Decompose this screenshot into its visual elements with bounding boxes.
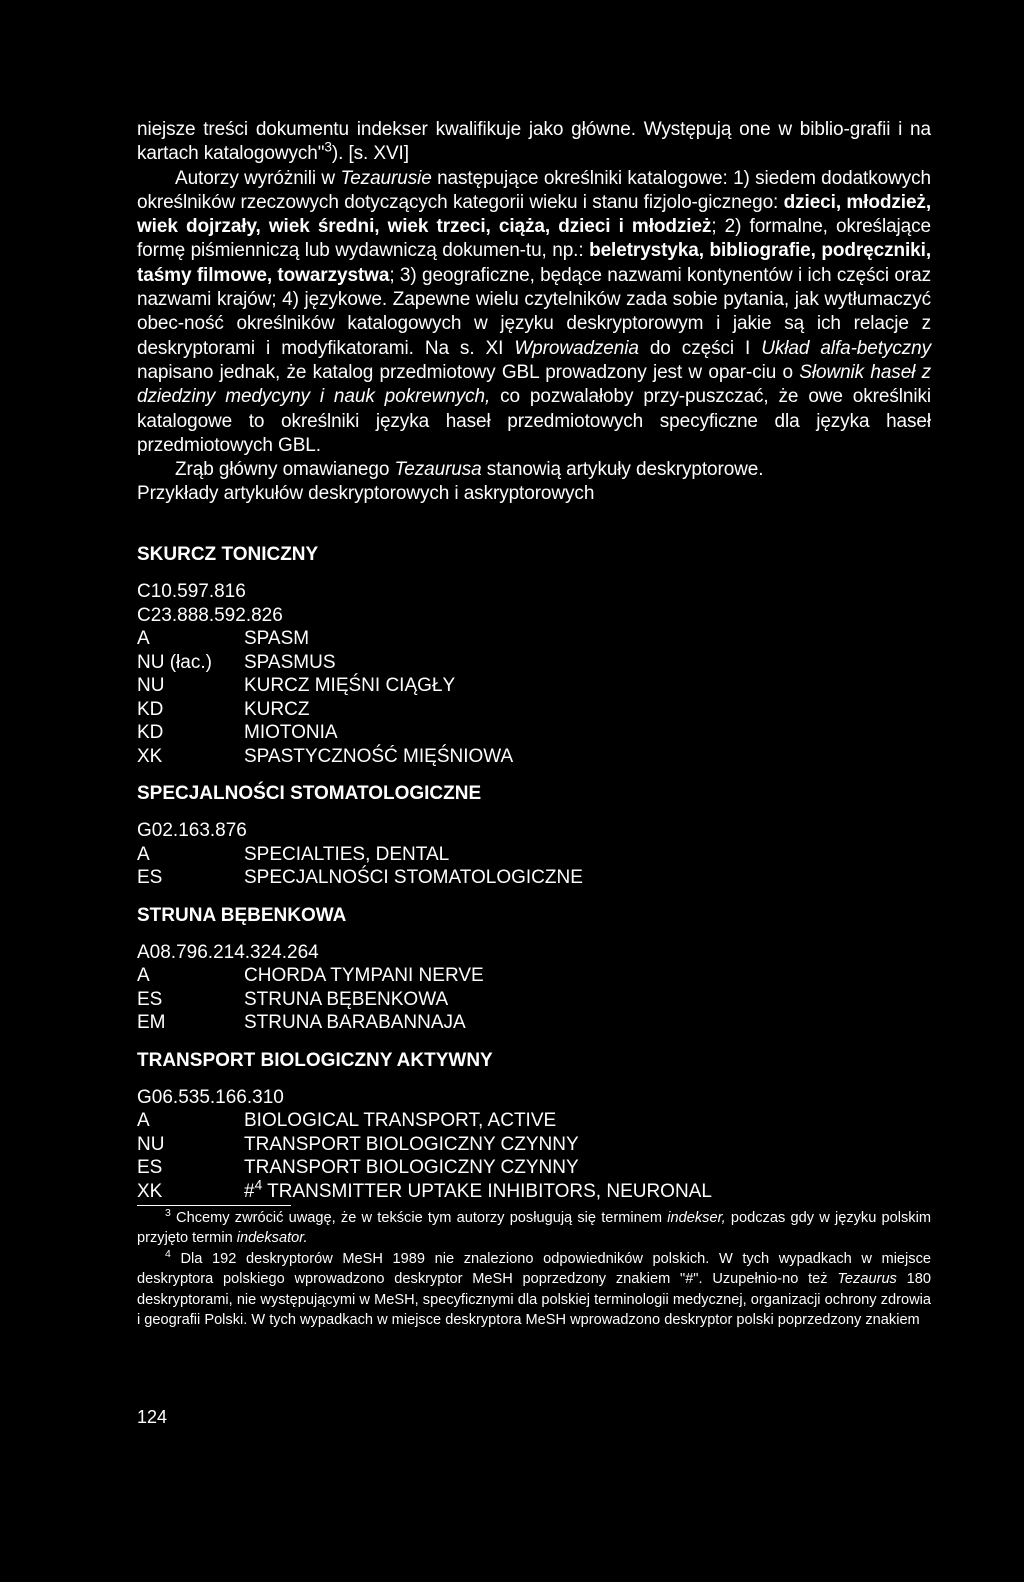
relation-code: NU	[137, 675, 165, 696]
text-run: dzieci, młodzież, wiek dojrzały, wiek średni, wiek trzeci, ciąża, dzieci i młodzież	[137, 191, 932, 238]
text-run: 3	[324, 139, 332, 155]
descriptor-entries	[137, 542, 937, 1203]
text-run: stanowią artykuły deskryptorowe.	[481, 459, 764, 481]
tree-code: C23.888.592.826	[137, 604, 283, 626]
text-run: Autorzy wyróżnili w	[175, 167, 341, 189]
text-run: ; 3) geograficzne, będące nazwami kontynentów i ich części oraz nazwami krajów; 4) językowe. Zapewne wielu czytelników zada sobie pytania, jak wytłumaczyć obec-ność określników katalogowych w języku deskryptorowym i jakie są ich relacje z deskryptorami i modyfikatorami. Na s. XI	[137, 264, 931, 359]
text-run: ; 2) formalne, określające formę piśmienniczą lub wydawniczą dokumen-tu, np.:	[137, 216, 931, 262]
text-run: Słownik haseł z dziedziny medycyny i nauk pokrewnych,	[137, 361, 931, 408]
relation-term: TRANSPORT BIOLOGICZNY CZYNNY	[244, 1157, 579, 1178]
descriptor-relation	[137, 843, 937, 867]
relation-term: SPASM	[244, 628, 310, 649]
relation-term: SPASTYCZNOŚĆ MIĘŚNIOWA	[244, 745, 514, 767]
relation-code: XK	[137, 1180, 163, 1202]
text-run: 3	[165, 1207, 171, 1220]
relation-term: KURCZ MIĘŚNI CIĄGŁY	[244, 675, 456, 696]
text-run: 4	[165, 1247, 171, 1260]
text-run: niejsze treści dokumentu indekser kwalifikuje jako główne. Występują one w biblio-grafii i na kartach katalogowych"	[137, 119, 931, 165]
relation-code: A	[137, 965, 150, 986]
text-run: 180 deskryptorami, nie występującymi w MeSH, specyficznymi dla polskiej terminologii medycznej, organizacji ochrony zdrowia i geografii Polski. W tych wypadkach w miejsce deskryptora MeSH wprowadzono deskryptor polski poprzedzony znakiem	[137, 1271, 931, 1329]
hash-prefix: #	[244, 1180, 255, 1202]
descriptor-relation	[137, 964, 937, 988]
footnote-3	[137, 1208, 931, 1249]
text-run: Zrąb główny omawianego	[175, 459, 395, 481]
tree-code: G06.535.166.310	[137, 1086, 284, 1108]
descriptor-relation	[137, 1011, 937, 1035]
descriptor-relation	[137, 1156, 937, 1180]
relation-term: BIOLOGICAL TRANSPORT, ACTIVE	[244, 1110, 557, 1131]
text-run: podczas gdy w języku polskim przyjęto termin	[137, 1210, 932, 1247]
descriptor-entry	[137, 903, 937, 1035]
descriptor-heading: TRANSPORT BIOLOGICZNY AKTYWNY	[137, 1049, 493, 1071]
relation-term: STRUNA BARABANNAJA	[244, 1012, 466, 1033]
text-run: Dla 192 deskryptorów MeSH 1989 nie znaleziono odpowiedników polskich. W tych wypadkach w miejsce deskryptora polskiego wprowadzono deskryptor MeSH poprzedzony znakiem "#". Uzupełnio-no też	[137, 1250, 931, 1288]
descriptor-relation	[137, 627, 937, 651]
descriptor-relation	[137, 866, 937, 890]
footnotes	[137, 1208, 931, 1330]
relation-code: KD	[137, 722, 164, 743]
text-run: Przykłady artykułów deskryptorowych i askryptorowych	[137, 483, 595, 505]
descriptor-heading: SKURCZ TONICZNY	[137, 544, 319, 565]
descriptor-relation	[137, 1177, 937, 1204]
footnote-ref: 4	[254, 1177, 263, 1193]
descriptor-relation	[137, 721, 937, 745]
relation-term: TRANSMITTER UPTAKE INHIBITORS, NEURONAL	[267, 1180, 712, 1202]
relation-term: SPECJALNOŚCI STOMATOLOGICZNE	[244, 867, 583, 888]
relation-term: SPASMUS	[244, 651, 336, 673]
relation-code: NU (łac.)	[137, 651, 212, 673]
relation-term: MIOTONIA	[244, 722, 338, 743]
relation-term: CHORDA TYMPANI NERVE	[244, 965, 484, 986]
descriptor-relation	[137, 1133, 937, 1157]
tree-code: A08.796.214.324.264	[137, 941, 319, 963]
relation-term: TRANSPORT BIOLOGICZNY CZYNNY	[244, 1133, 579, 1155]
text-run: Tezaurusa	[394, 459, 482, 481]
relation-code: ES	[137, 988, 163, 1010]
paragraph-qualifiers	[137, 167, 931, 459]
relation-code: A	[137, 628, 150, 649]
descriptor-relation	[137, 745, 937, 769]
body-text	[137, 118, 931, 507]
relation-term: SPECIALTIES, DENTAL	[244, 843, 450, 865]
text-run: Układ alfa-betyczny	[761, 337, 931, 359]
descriptor-relation	[137, 651, 937, 675]
descriptor-entry	[137, 542, 937, 768]
footnote-4	[137, 1249, 931, 1331]
text-run: Tezaurusie	[340, 167, 432, 189]
tree-code: C10.597.816	[137, 581, 246, 602]
text-run: beletrystyka, bibliografie, podręczniki, taśmy filmowe, towarzystwa	[137, 240, 931, 286]
footnote-rule	[137, 1205, 291, 1206]
relation-code: EM	[137, 1012, 166, 1033]
page-number: 124	[137, 1407, 168, 1427]
descriptor-relation	[137, 674, 937, 698]
relation-code: ES	[137, 867, 163, 888]
text-run: Tezaurus	[837, 1271, 897, 1288]
paragraph-continuation	[137, 118, 931, 167]
relation-code: ES	[137, 1157, 163, 1178]
paragraph-examples-intro	[137, 482, 931, 506]
relation-code: A	[137, 843, 150, 865]
text-run: indeksator.	[236, 1230, 308, 1247]
text-run: Chcemy zwrócić uwagę, że w tekście tym autorzy posługują się terminem	[170, 1210, 668, 1226]
descriptor-entry	[137, 1048, 937, 1204]
descriptor-heading: SPECJALNOŚCI STOMATOLOGICZNE	[137, 783, 482, 804]
descriptor-relation	[137, 698, 937, 722]
relation-term: STRUNA BĘBENKOWA	[244, 988, 449, 1010]
text-run: następujące określniki katalogowe: 1) siedem dodatkowych określników rzeczowych dotyczących kategorii wieku i stanu fizjolo-gicznego:	[137, 167, 931, 213]
relation-code: KD	[137, 698, 164, 720]
text-run: indekser,	[667, 1210, 726, 1226]
text-run: do części I	[638, 337, 762, 359]
text-run: napisano jednak, że katalog przedmiotowy GBL prowadzony jest w opar-ciu o	[137, 361, 800, 383]
relation-code: A	[137, 1110, 150, 1131]
relation-term: KURCZ	[244, 698, 310, 720]
text-run: ). [s. XVI]	[331, 143, 409, 165]
text-run: Wprowadzenia	[514, 337, 639, 359]
descriptor-heading: STRUNA BĘBENKOWA	[137, 904, 347, 926]
tree-code: G02.163.876	[137, 820, 247, 841]
descriptor-entry	[137, 781, 937, 890]
text-run: co pozwalałoby przy-puszczać, że owe określniki katalogowe to określniki języka haseł przedmiotowych specyficzne dla języka haseł przedmiotowych GBL.	[137, 386, 931, 456]
relation-code: XK	[137, 745, 163, 767]
relation-code: NU	[137, 1133, 165, 1155]
paragraph-main-structure	[137, 458, 931, 482]
descriptor-relation	[137, 1109, 937, 1133]
descriptor-relation	[137, 988, 937, 1012]
